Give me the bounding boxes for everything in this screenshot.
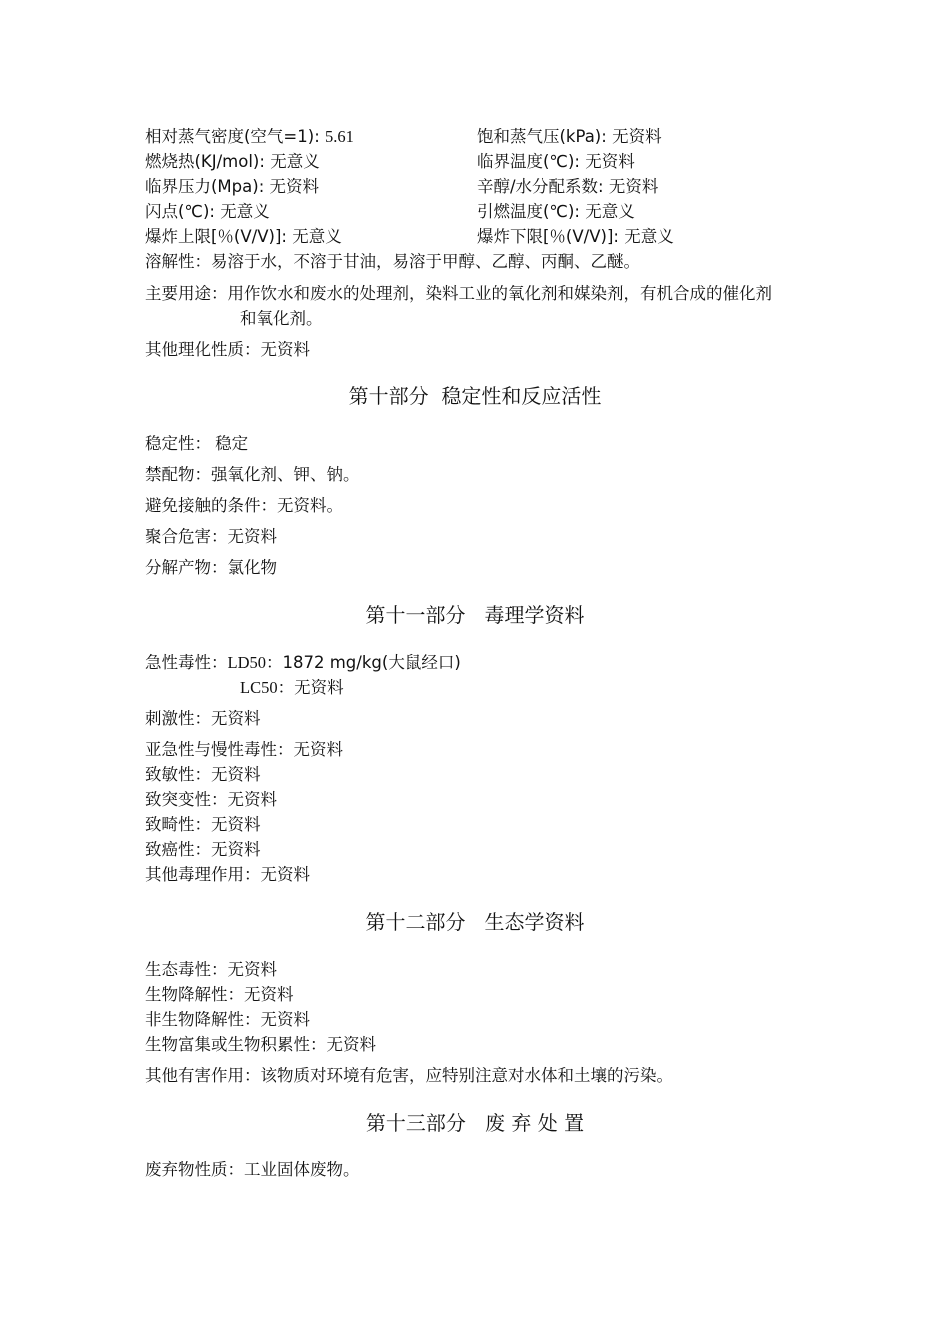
section-13-title: 第十三部分 废 弃 处 置 [365, 1111, 585, 1135]
mutagenicity-label: 致突变性： [145, 790, 228, 809]
abiotic-label: 非生物降解性： [145, 1010, 261, 1029]
lower-explosive-value: 无意义 [624, 227, 674, 246]
prop-row-3 [145, 176, 319, 198]
lc50-label: LC50： [240, 678, 295, 697]
subacute-label: 亚急性与慢性毒性： [145, 740, 294, 759]
prop-row-2 [145, 151, 320, 173]
prop-row-1-col2 [477, 126, 662, 148]
waste-row [145, 1159, 360, 1181]
critical-pressure-label: 临界压力(Mpa): [145, 177, 270, 196]
critical-pressure-value: 无资料 [269, 177, 319, 196]
decomposition-row [145, 557, 277, 579]
section-11-title: 第十一部分 毒理学资料 [365, 603, 585, 627]
subacute-value: 无资料 [293, 740, 343, 759]
ecotoxicity-value: 无资料 [227, 960, 277, 979]
solubility-row [145, 251, 640, 273]
critical-temp-value: 无资料 [585, 152, 635, 171]
acute-toxicity-label: 急性毒性： [145, 653, 228, 672]
main-use-row [145, 283, 772, 305]
biodegradation-value: 无资料 [244, 985, 294, 1004]
section-10-title: 第十部分 稳定性和反应活性 [348, 384, 602, 408]
prop-row-5-col2 [477, 226, 674, 248]
avoid-label: 避免接触的条件： [145, 496, 277, 515]
lc50-row [240, 677, 344, 699]
critical-temp-label: 临界温度(℃): [477, 152, 586, 171]
main-use-row-2 [240, 308, 323, 330]
stability-row [145, 433, 248, 455]
avoid-row [145, 495, 343, 517]
decomposition-label: 分解产物： [145, 558, 228, 577]
upper-explosive-label: 爆炸上限[％(V/V)]: [145, 227, 293, 246]
other-tox-row [145, 864, 310, 886]
solubility-label: 溶解性： [145, 252, 211, 271]
rel-vapor-density-value: 5.61 [325, 127, 354, 146]
other-props-row [145, 339, 310, 361]
teratogenicity-value: 无资料 [211, 815, 261, 834]
teratogenicity-row [145, 814, 261, 836]
section-12-title: 第十二部分 生态学资料 [365, 910, 585, 934]
ecotoxicity-label: 生态毒性： [145, 960, 228, 979]
octanol-water-label: 辛醇/水分配系数: [477, 177, 609, 196]
ld50-close: ) [454, 653, 461, 672]
ld50-value: 1872 mg/kg( [282, 653, 389, 672]
acute-toxicity-row [145, 652, 461, 674]
rel-vapor-density-label: 相对蒸气密度(空气=1): [145, 127, 326, 146]
prop-row-2-col2 [477, 151, 635, 173]
lc50-value: 无资料 [294, 678, 344, 697]
biodegradation-row [145, 984, 294, 1006]
other-harm-row [145, 1065, 673, 1087]
sensitization-row [145, 764, 261, 786]
stability-value: 稳定 [211, 434, 249, 453]
ld50-note: 大鼠经口 [388, 653, 455, 672]
polymerization-value: 无资料 [227, 527, 277, 546]
lower-explosive-label: 爆炸下限[％(V/V)]: [477, 227, 625, 246]
prop-row-4-col2 [477, 201, 635, 223]
flash-point-value: 无意义 [220, 202, 270, 221]
incompatible-label: 禁配物： [145, 465, 211, 484]
ecotoxicity-row [145, 959, 277, 981]
waste-value: 工业固体废物。 [244, 1160, 360, 1179]
upper-explosive-value: 无意义 [292, 227, 342, 246]
other-props-value: 无资料 [260, 340, 310, 359]
main-use-label: 主要用途： [145, 284, 228, 303]
prop-row-1 [145, 126, 354, 148]
carcinogenicity-row [145, 839, 261, 861]
prop-row-3-col2 [477, 176, 658, 198]
incompatible-row [145, 464, 360, 486]
stability-label: 稳定性： [145, 434, 211, 453]
mutagenicity-value: 无资料 [227, 790, 277, 809]
solubility-value: 易溶于水，不溶于甘油，易溶于甲醇、乙醇、丙酮、乙醚。 [211, 252, 640, 271]
other-tox-value: 无资料 [260, 865, 310, 884]
main-use-value-line2: 和氧化剂。 [240, 309, 323, 328]
decomposition-value: 氯化物 [227, 558, 277, 577]
waste-label: 废弃物性质： [145, 1160, 244, 1179]
other-props-label: 其他理化性质： [145, 340, 261, 359]
other-tox-label: 其他毒理作用： [145, 865, 261, 884]
biodegradation-label: 生物降解性： [145, 985, 244, 1004]
other-harm-value: 该物质对环境有危害，应特别注意对水体和土壤的污染。 [260, 1066, 673, 1085]
incompatible-value: 强氧化剂、钾、钠。 [211, 465, 360, 484]
sensitization-label: 致敏性： [145, 765, 211, 784]
mutagenicity-row [145, 789, 277, 811]
abiotic-row [145, 1009, 310, 1031]
flash-point-label: 闪点(℃): [145, 202, 221, 221]
abiotic-value: 无资料 [260, 1010, 310, 1029]
other-harm-label: 其他有害作用： [145, 1066, 261, 1085]
prop-row-4 [145, 201, 270, 223]
prop-row-5 [145, 226, 342, 248]
avoid-value: 无资料。 [277, 496, 343, 515]
bioaccumulation-row [145, 1034, 376, 1056]
ld50-label: LD50： [227, 653, 283, 672]
irritation-value: 无资料 [211, 709, 261, 728]
bioaccumulation-value: 无资料 [326, 1035, 376, 1054]
teratogenicity-label: 致畸性： [145, 815, 211, 834]
carcinogenicity-label: 致癌性： [145, 840, 211, 859]
carcinogenicity-value: 无资料 [211, 840, 261, 859]
polymerization-label: 聚合危害： [145, 527, 228, 546]
main-use-value-line1: 用作饮水和废水的处理剂，染料工业的氧化剂和媒染剂，有机合成的催化剂 [227, 284, 772, 303]
sat-vapor-pressure-value: 无资料 [612, 127, 662, 146]
ignition-temp-value: 无意义 [585, 202, 635, 221]
octanol-water-value: 无资料 [608, 177, 659, 196]
polymerization-row [145, 526, 277, 548]
irritation-row [145, 708, 261, 730]
subacute-row [145, 739, 343, 761]
ignition-temp-label: 引燃温度(℃): [477, 202, 586, 221]
bioaccumulation-label: 生物富集或生物积累性： [145, 1035, 327, 1054]
sensitization-value: 无资料 [211, 765, 261, 784]
irritation-label: 刺激性： [145, 709, 211, 728]
heat-of-combustion-label: 燃烧热(KJ/mol): [145, 152, 271, 171]
heat-of-combustion-value: 无意义 [270, 152, 320, 171]
sat-vapor-pressure-label: 饱和蒸气压(kPa): [477, 127, 613, 146]
